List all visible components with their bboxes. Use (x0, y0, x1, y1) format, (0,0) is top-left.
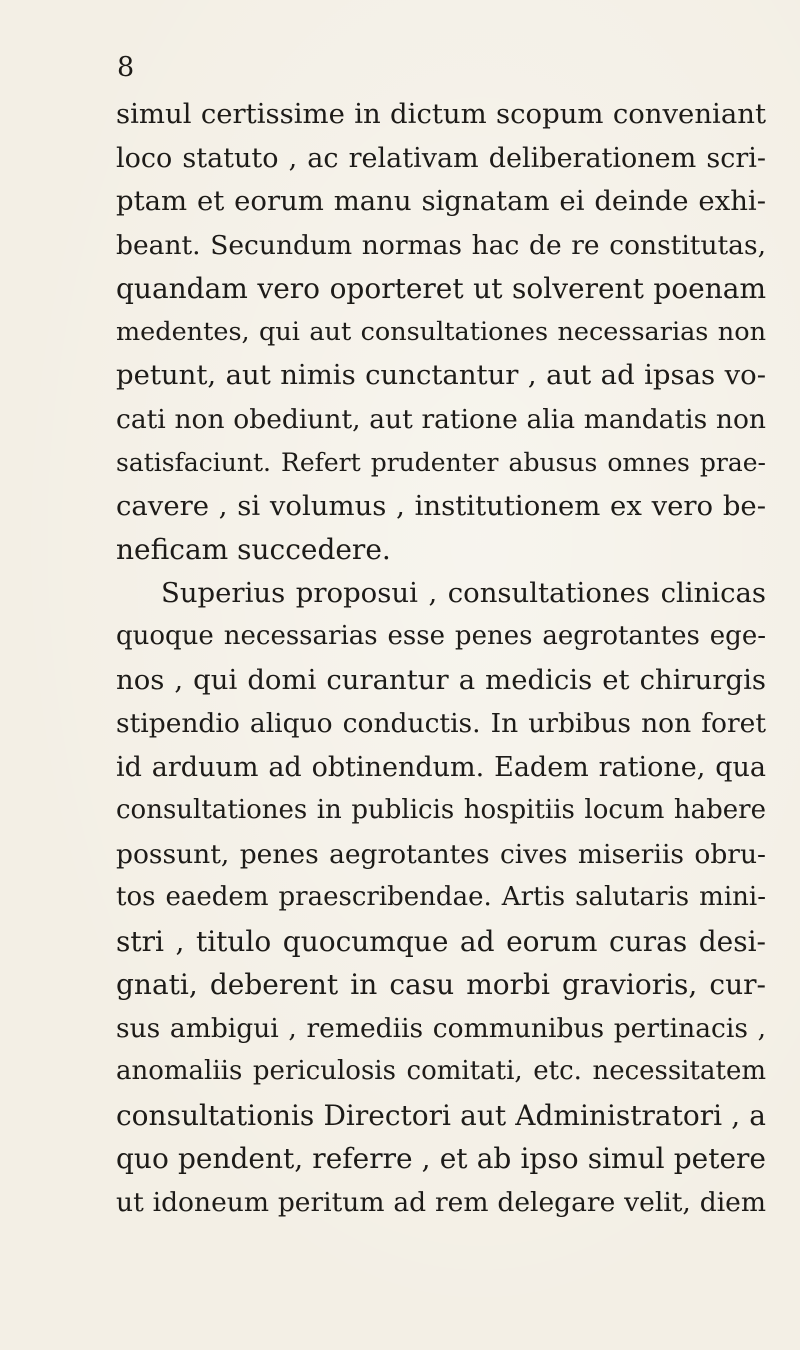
text-line: consultationes in publicis hospitiis locum habere (116, 795, 766, 825)
text-line: quoque necessarias esse penes aegrotantes ege- (116, 621, 766, 651)
text-line: Superius proposui , consultationes clinicas (161, 576, 766, 609)
text-line: gnati, deberent in casu morbi gravioris, cur- (116, 968, 766, 1001)
text-line: quo pendent, referre , et ab ipso simul petere (116, 1142, 766, 1175)
page-number: 8 (117, 52, 135, 83)
text-line: consultationis Directori aut Administratori , a (116, 1098, 766, 1132)
text-line: sus ambigui , remediis communibus pertinacis , (116, 1012, 766, 1044)
text-line: anomaliis periculosis comitati, etc. necessitatem (116, 1056, 766, 1086)
text-line: ptam et eorum manu signatam ei deinde exhi- (116, 185, 766, 217)
text-line: ut idoneum peritum ad rem delegare velit, diem (116, 1186, 766, 1218)
text-line: quandam vero oporteret ut solverent poenam (116, 272, 766, 305)
text-line: neficam succedere. (116, 533, 391, 566)
text-line: loco statuto , ac relativam deliberationem scri- (116, 142, 766, 174)
text-line: beant. Secundum normas hac de re constitutas, (116, 229, 766, 261)
text-line: possunt, penes aegrotantes cives miseriis obru- (116, 838, 766, 870)
text-line: petunt, aut nimis cunctantur , aut ad ipsas vo- (116, 359, 766, 391)
text-line: id arduum ad obtinendum. Eadem ratione, qua (116, 751, 766, 783)
body-text (116, 93, 766, 1224)
text-line: medentes, qui aut consultationes necessarias non (116, 316, 766, 347)
text-line: simul certissime in dictum scopum conveniant (116, 98, 766, 130)
text-line: tos eaedem praescribendae. Artis salutaris mini- (116, 882, 766, 912)
text-line: satisfaciunt. Refert prudenter abusus omnes prae- (116, 448, 766, 477)
text-line: cati non obediunt, aut ratione alia mandatis non (116, 403, 766, 435)
text-line: nos , qui domi curantur a medicis et chirurgis (116, 663, 766, 696)
text-line: stipendio aliquo conductis. In urbibus non foret (116, 708, 766, 739)
text-line: stri , titulo quocumque ad eorum curas desi- (116, 924, 766, 958)
text-line: cavere , si volumus , institutionem ex vero be- (116, 489, 766, 522)
